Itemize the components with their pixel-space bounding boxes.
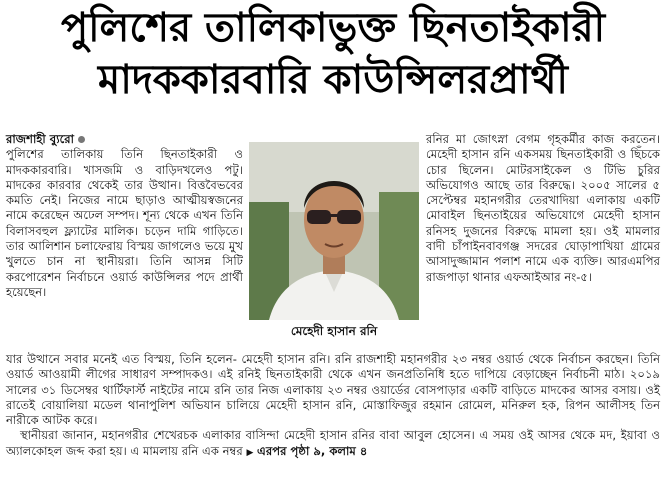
headline-line-1: পুলিশের তালিকাভুক্ত ছিনতাইকারী [60, 5, 606, 51]
continued-on-note[interactable]: এরপর পৃষ্ঠা ৯, কলাম ৪ [257, 443, 368, 458]
portrait-photo [249, 142, 419, 320]
headline-line-2: মাদককারবারি কাউন্সিলরপ্রার্থী [98, 57, 568, 103]
byline-dot-icon [78, 136, 85, 143]
article-paragraph: যার উত্থানে সবার মনেই এত বিস্ময়, তিনি হলেন- মেহেদী হাসান রনি। রনি রাজশাহী মহানগরীর ২৩ নম্বর ওয়ার্ড থেকে নির্বাচন করছেন। তিনি ওয়ার্ড আওয়ামী লীগের সাধারণ সম্পাদকও। এই রনিই ছিনতাইকারী থেকে এখন জনপ্রতিনিধি হতে দাপিয়ে বেড়াচ্ছেন নির্বাচনী মাঠ। ২০১৯ সালের ৩১ ডিসেম্বর থার্টিফার্স্ট নাইটের নামে রনি তার নিজ এলাকায় ২৩ নম্বর ওয়ার্ডের বোসপাড়ার একটি বাড়িতে মাদকের আসর বসায়। ওই রাতেই বোয়ালিয়া মডেল থানাপুলিশ অভিযান চালিয়ে মেহেদী হাসান রনি, মোস্তাফিজুর রহমান রোমেল, মনিরুল হক, রিপন আলীসহ তিন নারীকে আটক করে। [6, 352, 660, 428]
article-bottom-block [6, 352, 660, 461]
continue-arrow-icon: ▶ [246, 447, 254, 458]
byline: রাজশাহী ব্যুরো [6, 132, 74, 146]
article-paragraph [6, 428, 660, 461]
article-paragraph-text: স্থানীয়রা জানান, মহানগরীর শেখেরচক এলাকার বাসিন্দা মেহেদী হাসান রনির বাবা আবুল হোসেন। এ সময় ওই আসর থেকে মদ, ইয়াবা ও অ্যালকোহল জব্দ করা হয়। এ মামলায় রনি এক নম্বর [6, 428, 660, 458]
article-paragraph: রনির মা জোৎস্না বেগম গৃহকর্মীর কাজ করতেন। মেহেদী হাসান রনি একসময় ছিনতাইকারী ও ছিঁচকে চোর ছিলেন। মোটরসাইকেল ও টিভি চুরির অভিযোগও আছে তার বিরুদ্ধে। ২০০৫ সালের ৫ সেপ্টেম্বর মহানগরীর তেরখাদিয়া এলাকায় একটি মোবাইল ছিনতাইয়ের অভিযোগে মেহেদী হাসান রনিসহ দুজনের বিরুদ্ধে মামলা হয়। ওই মামলার বাদী চাঁপাইনবাবগঞ্জ সদরের ঘোড়াপাখিয়া গ্রামের আসাদুজ্জামান পলাশ নামে এক ব্যক্তি। আরএমপির রাজপাড়া থানার এফআইআর নং-৫। [426, 132, 660, 284]
article-paragraph: পুলিশের তালিকায় তিনি ছিনতাইকারী ও মাদককারবারি। খাসজমি ও বাড়িদখলেও পটু। মাদকের কারবার থেকেই তার উত্থান। বিত্তবৈভবের কমতি নেই। নিজের নামে ছাড়াও আত্মীয়স্বজনের নামে করেছেন অঢেল সম্পদ। শূন্য থেকে এখন তিনি বিলাসবহুল ফ্ল্যাটের মালিক। চড়েন দামি গাড়িতে। তার আলিশান চলাফেরায় বিস্ময় জাগলেও ভয়ে মুখ খুলতে চান না স্থানীয়রা। তিনি আসন্ন সিটি করপোরেশন নির্বাচনে ওয়ার্ড কাউন্সিলর পদে প্রার্থী হয়েছেন। [6, 147, 243, 299]
portrait-illustration [249, 142, 419, 320]
photo-caption: মেহেদী হাসান রনি [290, 324, 378, 338]
article-column-right [426, 132, 660, 285]
article-column-left [6, 132, 243, 300]
